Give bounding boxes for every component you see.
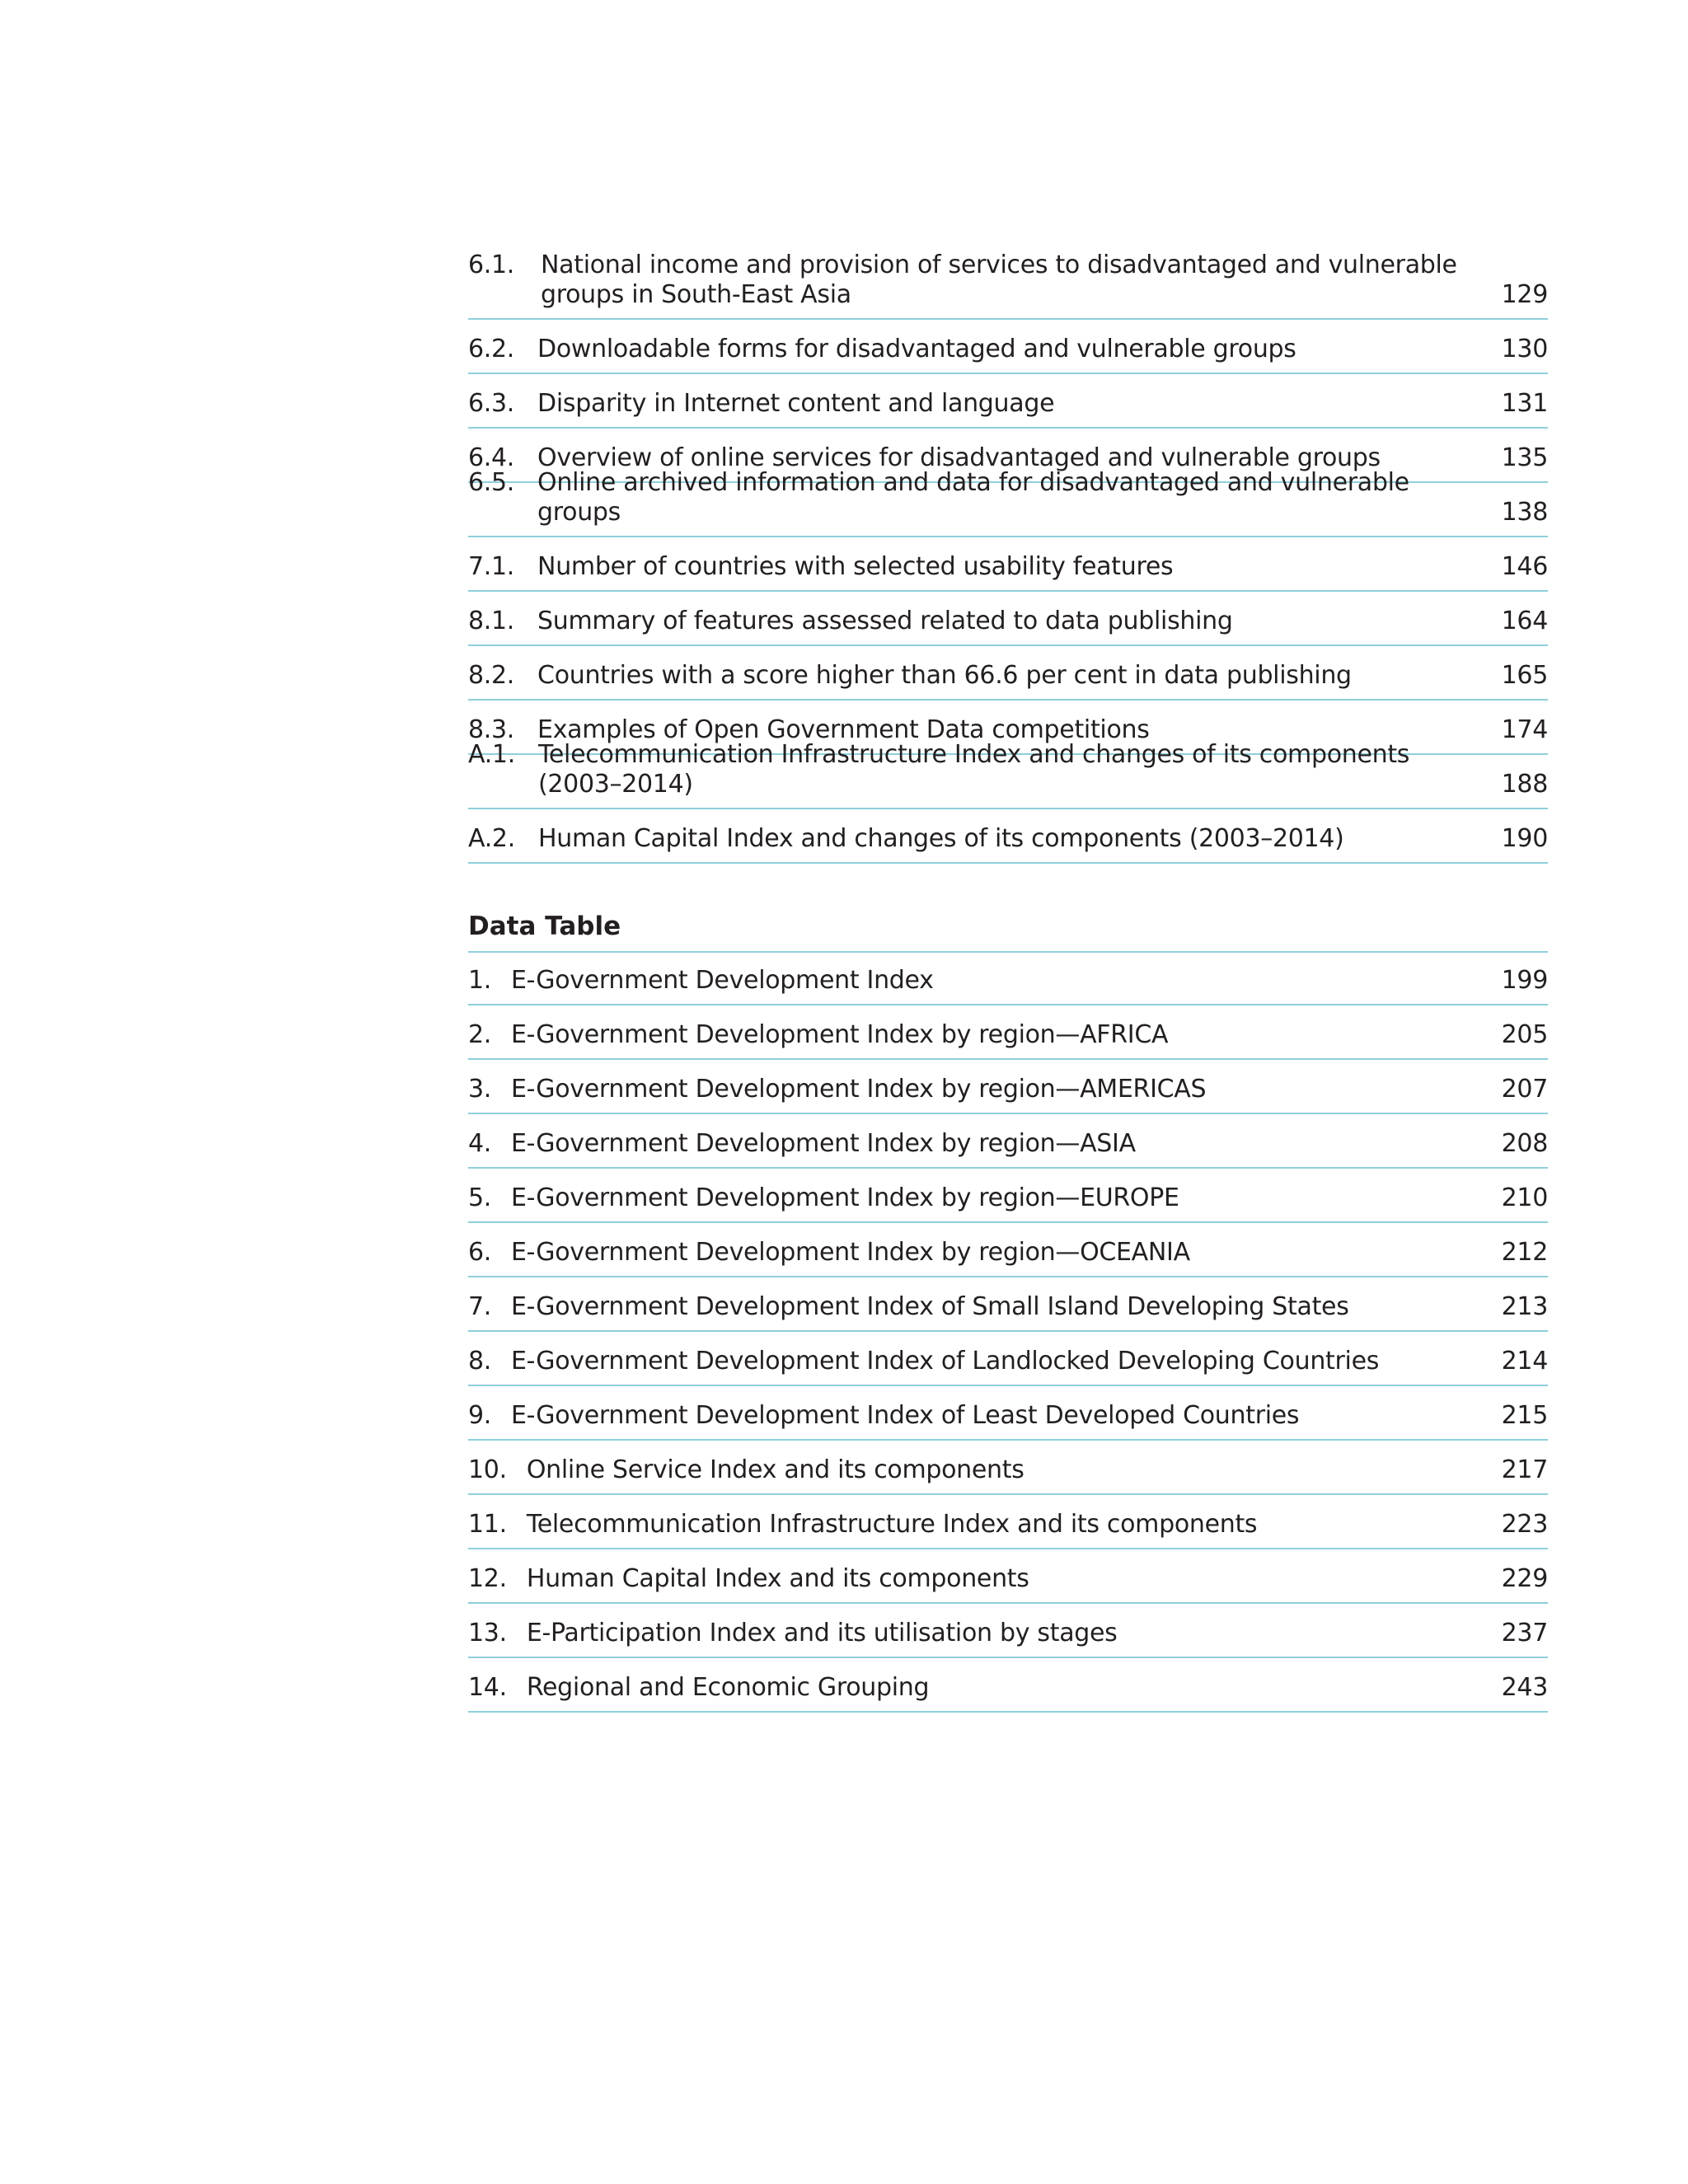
toc-entry-number: 10. [468,1455,507,1484]
toc-entry-number: 8.3. [468,715,515,744]
toc-entry-number: 8.1. [468,607,515,635]
toc-entry-label [468,1401,1299,1431]
toc-entry-page: 165 [1501,661,1548,690]
toc-entry-title: Number of countries with selected usability features [537,552,1174,581]
toc-entry-page: 208 [1501,1129,1548,1158]
toc-entry[interactable] [468,1604,1548,1658]
toc-entry-page: 138 [1501,498,1548,527]
toc-entry-title: E-Government Development Index of Least Developed Countries [511,1401,1300,1430]
toc-entry-title: E-Government Development Index of Landlocked Developing Countries [511,1347,1380,1376]
toc-entry-title: Human Capital Index and changes of its components (2003–2014) [537,824,1344,853]
toc-entry-page: 215 [1501,1401,1548,1430]
toc-entry-page: 199 [1501,966,1548,995]
toc-entry-title: Disparity in Internet content and language [537,389,1055,418]
toc-entry-number: 14. [468,1673,507,1702]
toc-entry-page: 129 [1501,280,1548,309]
toc-entry-number: 6.3. [468,389,515,418]
toc-entry-label [468,1673,929,1703]
toc-entry-title: E-Government Development Index of Small Island Developing States [511,1292,1349,1321]
toc-entry-number: 5. [468,1183,492,1212]
toc-entry-page: 237 [1501,1619,1548,1647]
toc-entry-label [468,824,1344,854]
toc-entry-label [468,1347,1379,1376]
toc-entry-label [468,607,1233,636]
toc-entry[interactable] [468,1223,1548,1277]
toc-entry-title: National income and provision of services to disadvantaged and vulnerable groups in South-East Asia [541,251,1457,309]
toc-entry[interactable] [468,1495,1548,1549]
toc-entry-number: 7. [468,1292,492,1321]
toc-entry-title: E-Participation Index and its utilisation by stages [526,1619,1118,1647]
toc-entry-label [468,251,1472,310]
toc-entry-number: 6.5. [468,468,515,497]
toc-entry-label [468,335,1296,364]
toc-entry-number: 1. [468,966,492,995]
toc-entry-title: Online archived information and data for disadvantaged and vulnerable groups [537,468,1409,527]
toc-entry-page: 174 [1501,715,1548,744]
toc-entry-page: 243 [1501,1673,1548,1702]
toc-entry-title: E-Government Development Index by region—EUROPE [511,1183,1179,1212]
toc-entry-title: E-Government Development Index [511,966,934,995]
toc-entry[interactable] [468,320,1548,374]
toc-entry[interactable] [468,953,1548,1005]
toc-entry-label [468,966,934,996]
toc-entry-label [468,468,1498,527]
toc-entry-title: Countries with a score higher than 66.6 per cent in data publishing [537,661,1352,690]
toc-entry[interactable] [468,592,1548,646]
table-of-contents [468,232,1548,1713]
data-tables-list [468,953,1548,1713]
toc-entry-number: 8.2. [468,661,515,690]
toc-entry[interactable] [468,1441,1548,1495]
toc-entry[interactable] [468,646,1548,701]
toc-entry-page: 135 [1501,443,1548,472]
toc-entry-number: A.2. [468,824,515,853]
toc-entry-number: 4. [468,1129,492,1158]
toc-entry-title: E-Government Development Index by region—AMERICAS [511,1075,1207,1104]
toc-entry-number: 6. [468,1238,492,1267]
toc-entry-page: 205 [1501,1020,1548,1049]
toc-entry[interactable] [468,1114,1548,1169]
toc-entry-title: E-Government Development Index by region—OCEANIA [511,1238,1190,1267]
toc-entry-page: 146 [1501,552,1548,581]
toc-entry-label [468,1455,1025,1485]
toc-entry-number: 7.1. [468,552,515,581]
toc-entry-page: 223 [1501,1510,1548,1539]
toc-entry-label [468,1238,1190,1268]
toc-entry[interactable] [468,1169,1548,1223]
toc-entry[interactable] [468,1005,1548,1060]
toc-entry-page: 212 [1501,1238,1548,1267]
toc-entry-title: Human Capital Index and its components [526,1564,1029,1593]
toc-entry[interactable] [468,468,1548,537]
toc-entry-label [468,552,1173,582]
toc-entry[interactable] [468,809,1548,864]
toc-entry-number: 6.1. [468,251,515,279]
toc-entry-label [468,1183,1179,1213]
toc-entry[interactable] [468,1277,1548,1332]
toc-entry-number: 6.4. [468,443,515,472]
toc-entry-number: 3. [468,1075,492,1104]
toc-entry-label [468,661,1352,691]
toc-entry-page: 164 [1501,607,1548,635]
toc-entry-title: E-Government Development Index by region—ASIA [511,1129,1136,1158]
toc-entry-label [468,389,1054,419]
toc-entry-title: Downloadable forms for disadvantaged and vulnerable groups [537,335,1296,363]
toc-entry-title: E-Government Development Index by region—AFRICA [511,1020,1169,1049]
toc-entry-page: 213 [1501,1292,1548,1321]
toc-entry-title: Overview of online services for disadvantaged and vulnerable groups [537,443,1381,472]
toc-entry-number: 2. [468,1020,492,1049]
toc-entry-label [468,1075,1206,1104]
toc-entry-title: Summary of features assessed related to data publishing [537,607,1233,635]
toc-entry-label [468,1020,1168,1050]
toc-entry-number: 12. [468,1564,507,1593]
toc-entry-page: 217 [1501,1455,1548,1484]
toc-entry-page: 131 [1501,389,1548,418]
toc-entry-title: Online Service Index and its components [526,1455,1025,1484]
toc-entry-title: Telecommunication Infrastructure Index and its components [526,1510,1258,1539]
toc-entry-page: 214 [1501,1347,1548,1376]
toc-entry-number: A.1. [468,740,515,769]
toc-entry[interactable] [468,1549,1548,1604]
toc-entry[interactable] [468,1060,1548,1114]
toc-entry-page: 207 [1501,1075,1548,1104]
toc-entry-label [468,740,1498,799]
toc-entry[interactable] [468,374,1548,429]
toc-entry-title: Telecommunication Infrastructure Index and changes of its components (2003–2014) [537,740,1410,799]
toc-entry-number: 11. [468,1510,507,1539]
toc-entry[interactable] [468,1386,1548,1441]
toc-entry-page: 130 [1501,335,1548,363]
toc-entry-title: Regional and Economic Grouping [526,1673,930,1702]
toc-entry-label [468,1510,1257,1540]
toc-entry-page: 190 [1501,824,1548,853]
toc-entry-number: 8. [468,1347,492,1376]
toc-entry-number: 6.2. [468,335,515,363]
toc-entry-number: 13. [468,1619,507,1647]
toc-entry-page: 210 [1501,1183,1548,1212]
figures-list [468,232,1548,864]
toc-entry[interactable] [468,537,1548,592]
data-table-heading: Data Table [468,903,1548,953]
toc-entry[interactable] [468,740,1548,809]
toc-entry-page: 229 [1501,1564,1548,1593]
toc-entry-label [468,1129,1136,1159]
toc-entry-label [468,1292,1349,1322]
toc-entry-number: 9. [468,1401,492,1430]
toc-entry[interactable] [468,1658,1548,1713]
toc-entry-label [468,1619,1118,1648]
toc-entry-label [468,1564,1029,1594]
toc-entry[interactable] [468,232,1548,320]
toc-entry-title: Examples of Open Government Data competitions [537,715,1150,744]
toc-entry-page: 188 [1501,770,1548,799]
toc-entry[interactable] [468,1332,1548,1386]
